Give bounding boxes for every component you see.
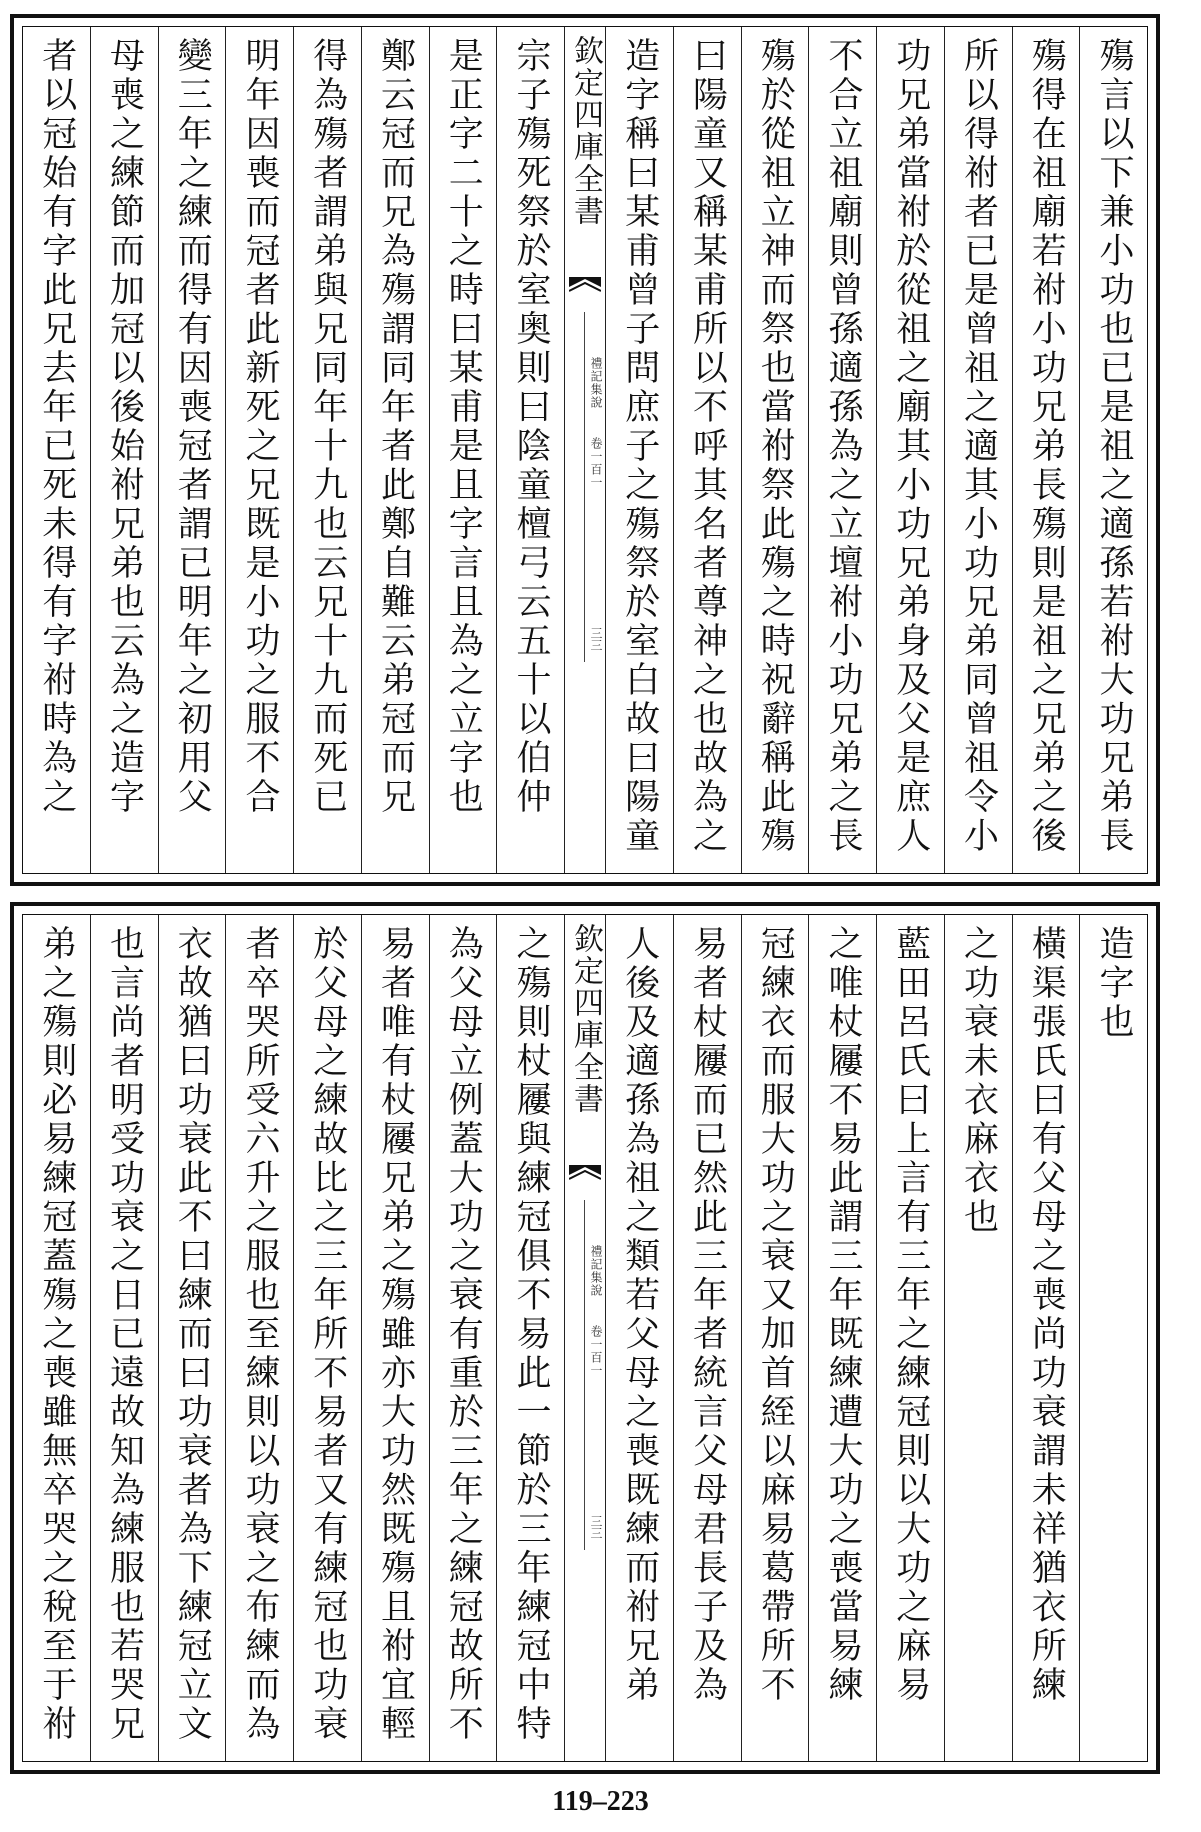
page-number: 119–223 <box>552 1786 649 1817</box>
text-column: 宗子殤死祭於室奥則曰陰童檀弓云五十以伯仲 <box>496 27 564 873</box>
library-title: 欽定四庫全書 <box>568 923 603 1115</box>
text-column: 也言尚者明受功衰之日已遠故知為練服也若哭兄 <box>90 915 158 1761</box>
library-title: 欽定四庫全書 <box>568 35 603 227</box>
text-column: 不合立祖廟則曾孫適孫為之立壇祔小功兄弟之長 <box>808 27 876 873</box>
volume-label: 卷一百一 <box>589 1325 603 1377</box>
folio-number: 三三 <box>589 1515 603 1539</box>
text-column: 之功衰未衣麻衣也 <box>944 915 1012 1761</box>
text-column: 殤得在祖廟若祔小功兄弟長殤則是祖之兄弟之後 <box>1012 27 1080 873</box>
text-column: 之唯杖屨不易此謂三年既練遭大功之喪當易練 <box>808 915 876 1761</box>
text-column: 藍田呂氏曰上言有三年之練冠則以大功之麻易 <box>876 915 944 1761</box>
upper-page-frame <box>10 14 1160 886</box>
text-column: 殤言以下兼小功也已是祖之適孫若祔大功兄弟長 <box>1079 27 1147 873</box>
text-column: 變三年之練而得有因喪冠者謂已明年之初用父 <box>158 27 226 873</box>
text-column: 為父母立例蓋大功之衰有重於三年之練冠故所不 <box>429 915 497 1761</box>
volume-label: 卷一百一 <box>589 437 603 489</box>
text-column: 鄭云冠而兄為殤謂同年者此鄭自難云弟冠而兄 <box>361 27 429 873</box>
text-column: 是正字二十之時曰某甫是且字言且為之立字也 <box>429 27 497 873</box>
center-strip <box>564 27 605 873</box>
text-column: 橫渠張氏曰有父母之喪尚功衰謂未祥猶衣所練 <box>1012 915 1080 1761</box>
text-column: 得為殤者謂弟與兄同年十九也云兄十九而死已 <box>293 27 361 873</box>
text-column: 易者杖屨而已然此三年者統言父母君長子及為 <box>673 915 741 1761</box>
lower-page-frame <box>10 902 1160 1774</box>
text-column: 曰陽童又稱某甫所以不呼其名者尊神之也故為之 <box>673 27 741 873</box>
text-column: 殤於從祖立神而祭也當祔祭此殤之時祝辭稱此殤 <box>741 27 809 873</box>
book-name: 禮記集說 <box>589 357 603 409</box>
center-strip <box>564 915 605 1761</box>
text-column: 之殤則杖屨與練冠俱不易此一節於三年練冠中特 <box>496 915 564 1761</box>
text-column: 弟之殤則必易練冠蓋殤之喪雖無卒哭之稅至于祔 <box>36 925 77 1744</box>
text-column: 衣故猶曰功衰此不曰練而曰功衰者為下練冠立文 <box>158 915 226 1761</box>
text-column: 冠練衣而服大功之衰又加首絰以麻易葛帶所不 <box>741 915 809 1761</box>
upper-page-columns <box>22 26 1148 874</box>
text-column: 於父母之練故比之三年所不易者又有練冠也功衰 <box>293 915 361 1761</box>
text-column: 所以得祔者已是曾祖之適其小功兄弟同曾祖令小 <box>944 27 1012 873</box>
text-column: 母喪之練節而加冠以後始祔兄弟也云為之造字 <box>90 27 158 873</box>
lower-page-columns <box>22 914 1148 1762</box>
text-column: 造字稱曰某甫曾子問庶子之殤祭於室白故曰陽童 <box>605 27 673 873</box>
text-column: 易者唯有杖屨兄弟之殤雖亦大功然既殤且祔宜輕 <box>361 915 429 1761</box>
book-name: 禮記集說 <box>589 1245 603 1297</box>
text-column: 者卒哭所受六升之服也至練則以功衰之布練而為 <box>225 915 293 1761</box>
text-column: 人後及適孫為祖之類若父母之喪既練而祔兄弟 <box>605 915 673 1761</box>
text-column: 造字也 <box>1079 915 1147 1761</box>
text-column: 者以冠始有字此兄去年已死未得有字祔時為之 <box>36 37 77 817</box>
folio-number: 三三 <box>589 627 603 651</box>
fish-tail-icon <box>569 277 601 299</box>
text-column: 功兄弟當祔於從祖之廟其小功兄弟身及父是庶人 <box>876 27 944 873</box>
text-column: 明年因喪而冠者此新死之兄既是小功之服不合 <box>225 27 293 873</box>
fish-tail-icon <box>569 1165 601 1187</box>
